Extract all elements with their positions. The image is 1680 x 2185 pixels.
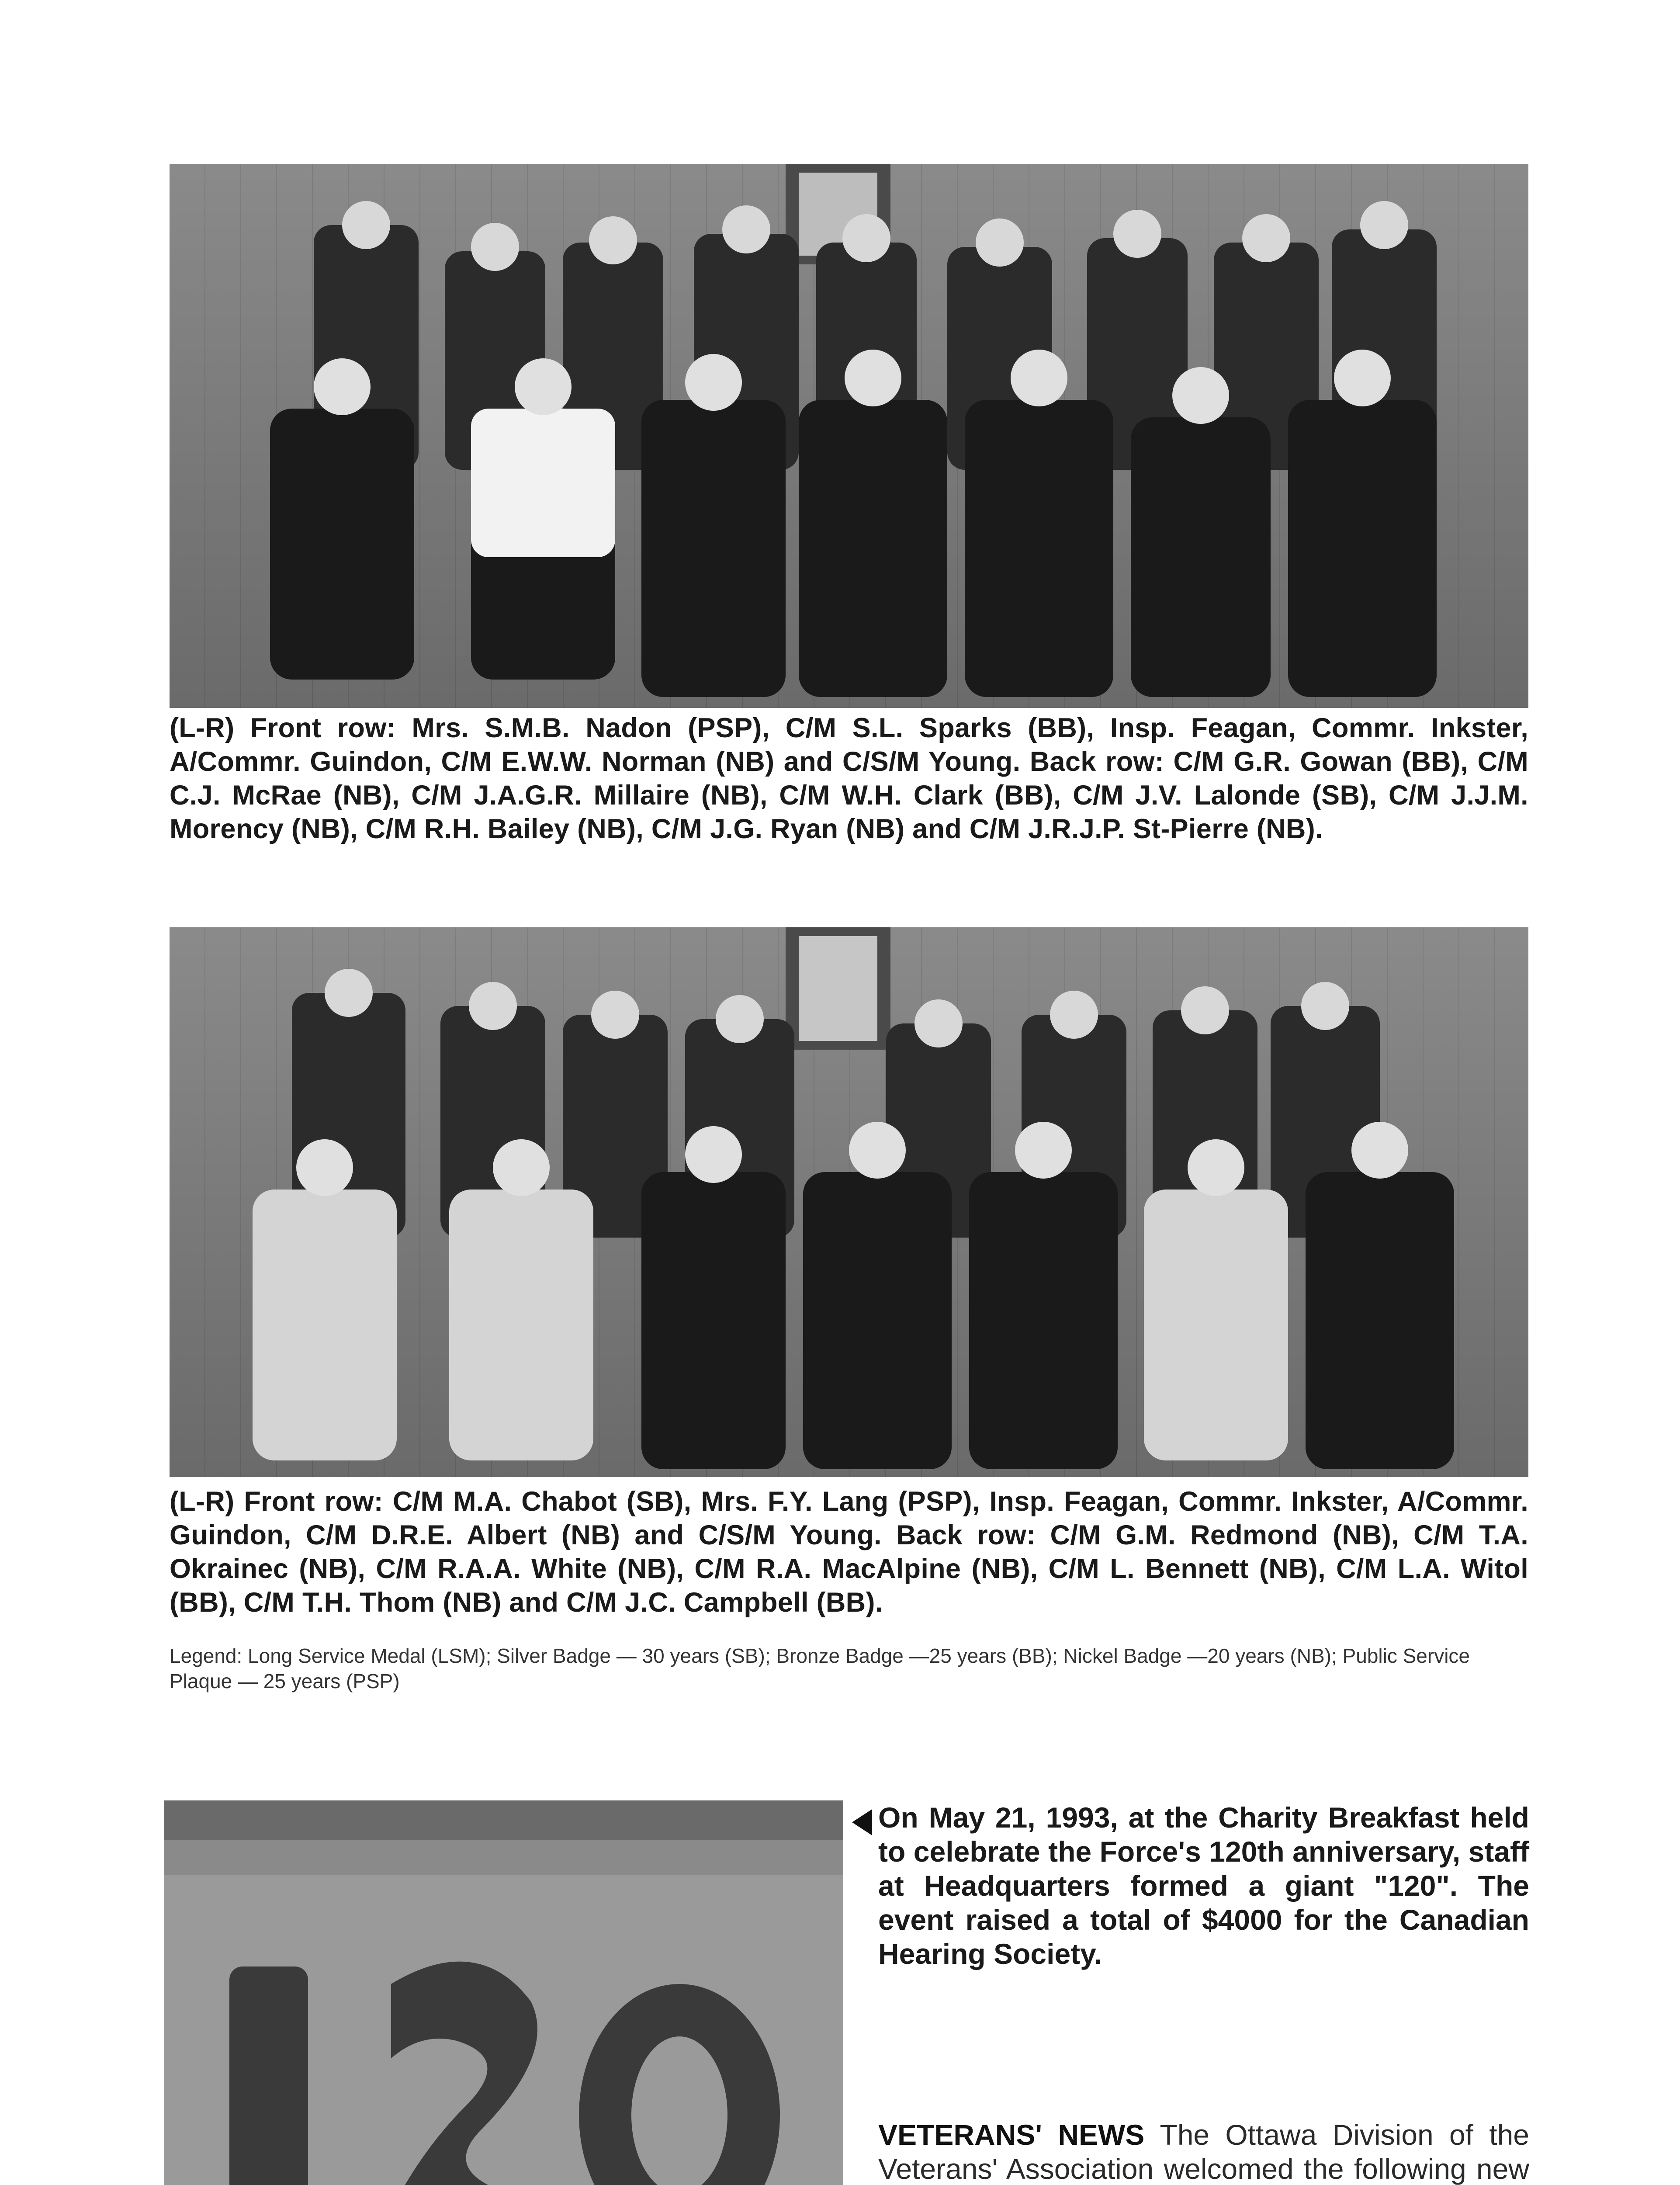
legend-text: Legend: Long Service Medal (LSM); Silver Badge — 30 years (SB); Bronze Badge —25 years (BB); Nickel Badge —20 years (NB); Public Service Plaque — 25 years (PSP) bbox=[170, 1644, 1470, 1693]
photo-1-caption: (L-R) Front row: Mrs. S.M.B. Nadon (PSP), C/M S.L. Sparks (BB), Insp. Feagan, Commr. Inkster, A/Commr. Guindon, C/M E.W.W. Norman (NB) and C/S/M Young. Back row: C/M G.R. Gowan (BB), C/M C.J. McRae (NB), C/M J.A.G.R. Millaire (NB), C/M W.H. Clark (BB), C/M J.V. Lalonde (SB), C/M J.J.M. Morency (NB), C/M R.H. Bailey (NB), C/M J.G. Ryan (NB) and C/M J.R.J.P. St-Pierre (NB). bbox=[170, 713, 1528, 844]
group-photo-2 bbox=[170, 927, 1528, 1477]
group-photo-1 bbox=[170, 164, 1528, 708]
aerial-caption: On May 21, 1993, at the Charity Breakfast held to celebrate the Force's 120th anniversary, staff at Headquarters formed a giant "120". The event raised a total of $4000 for the Canadian Hearing Society. bbox=[878, 1801, 1529, 1970]
group-photo-2-figures bbox=[170, 927, 1528, 1477]
pointer-arrow-icon bbox=[852, 1809, 872, 1835]
veterans-news bbox=[878, 2118, 1529, 2185]
group-photo-1-figures bbox=[170, 164, 1528, 708]
veterans-news-heading: VETERANS' NEWS bbox=[878, 2119, 1145, 2151]
photo-2-caption: (L-R) Front row: C/M M.A. Chabot (SB), Mrs. F.Y. Lang (PSP), Insp. Feagan, Commr. Inkster, A/Commr. Guindon, C/M D.R.E. Albert (NB) and C/S/M Young. Back row: C/M G.M. Redmond (NB), C/M T.A. Okrainec (NB), C/M R.A.A. White (NB), C/M R.A. MacAlpine (NB), C/M L. Bennett (NB), C/M L.A. Witol (BB), C/M T.H. Thom (NB) and C/M J.C. Campbell (BB). bbox=[170, 1486, 1528, 1618]
veterans-news-body: The Ottawa Division of the Veterans' Association welcomed the following new bbox=[878, 2119, 1529, 2185]
aerial-photo-formation bbox=[164, 1800, 843, 2185]
aerial-photo-120 bbox=[164, 1800, 843, 2185]
